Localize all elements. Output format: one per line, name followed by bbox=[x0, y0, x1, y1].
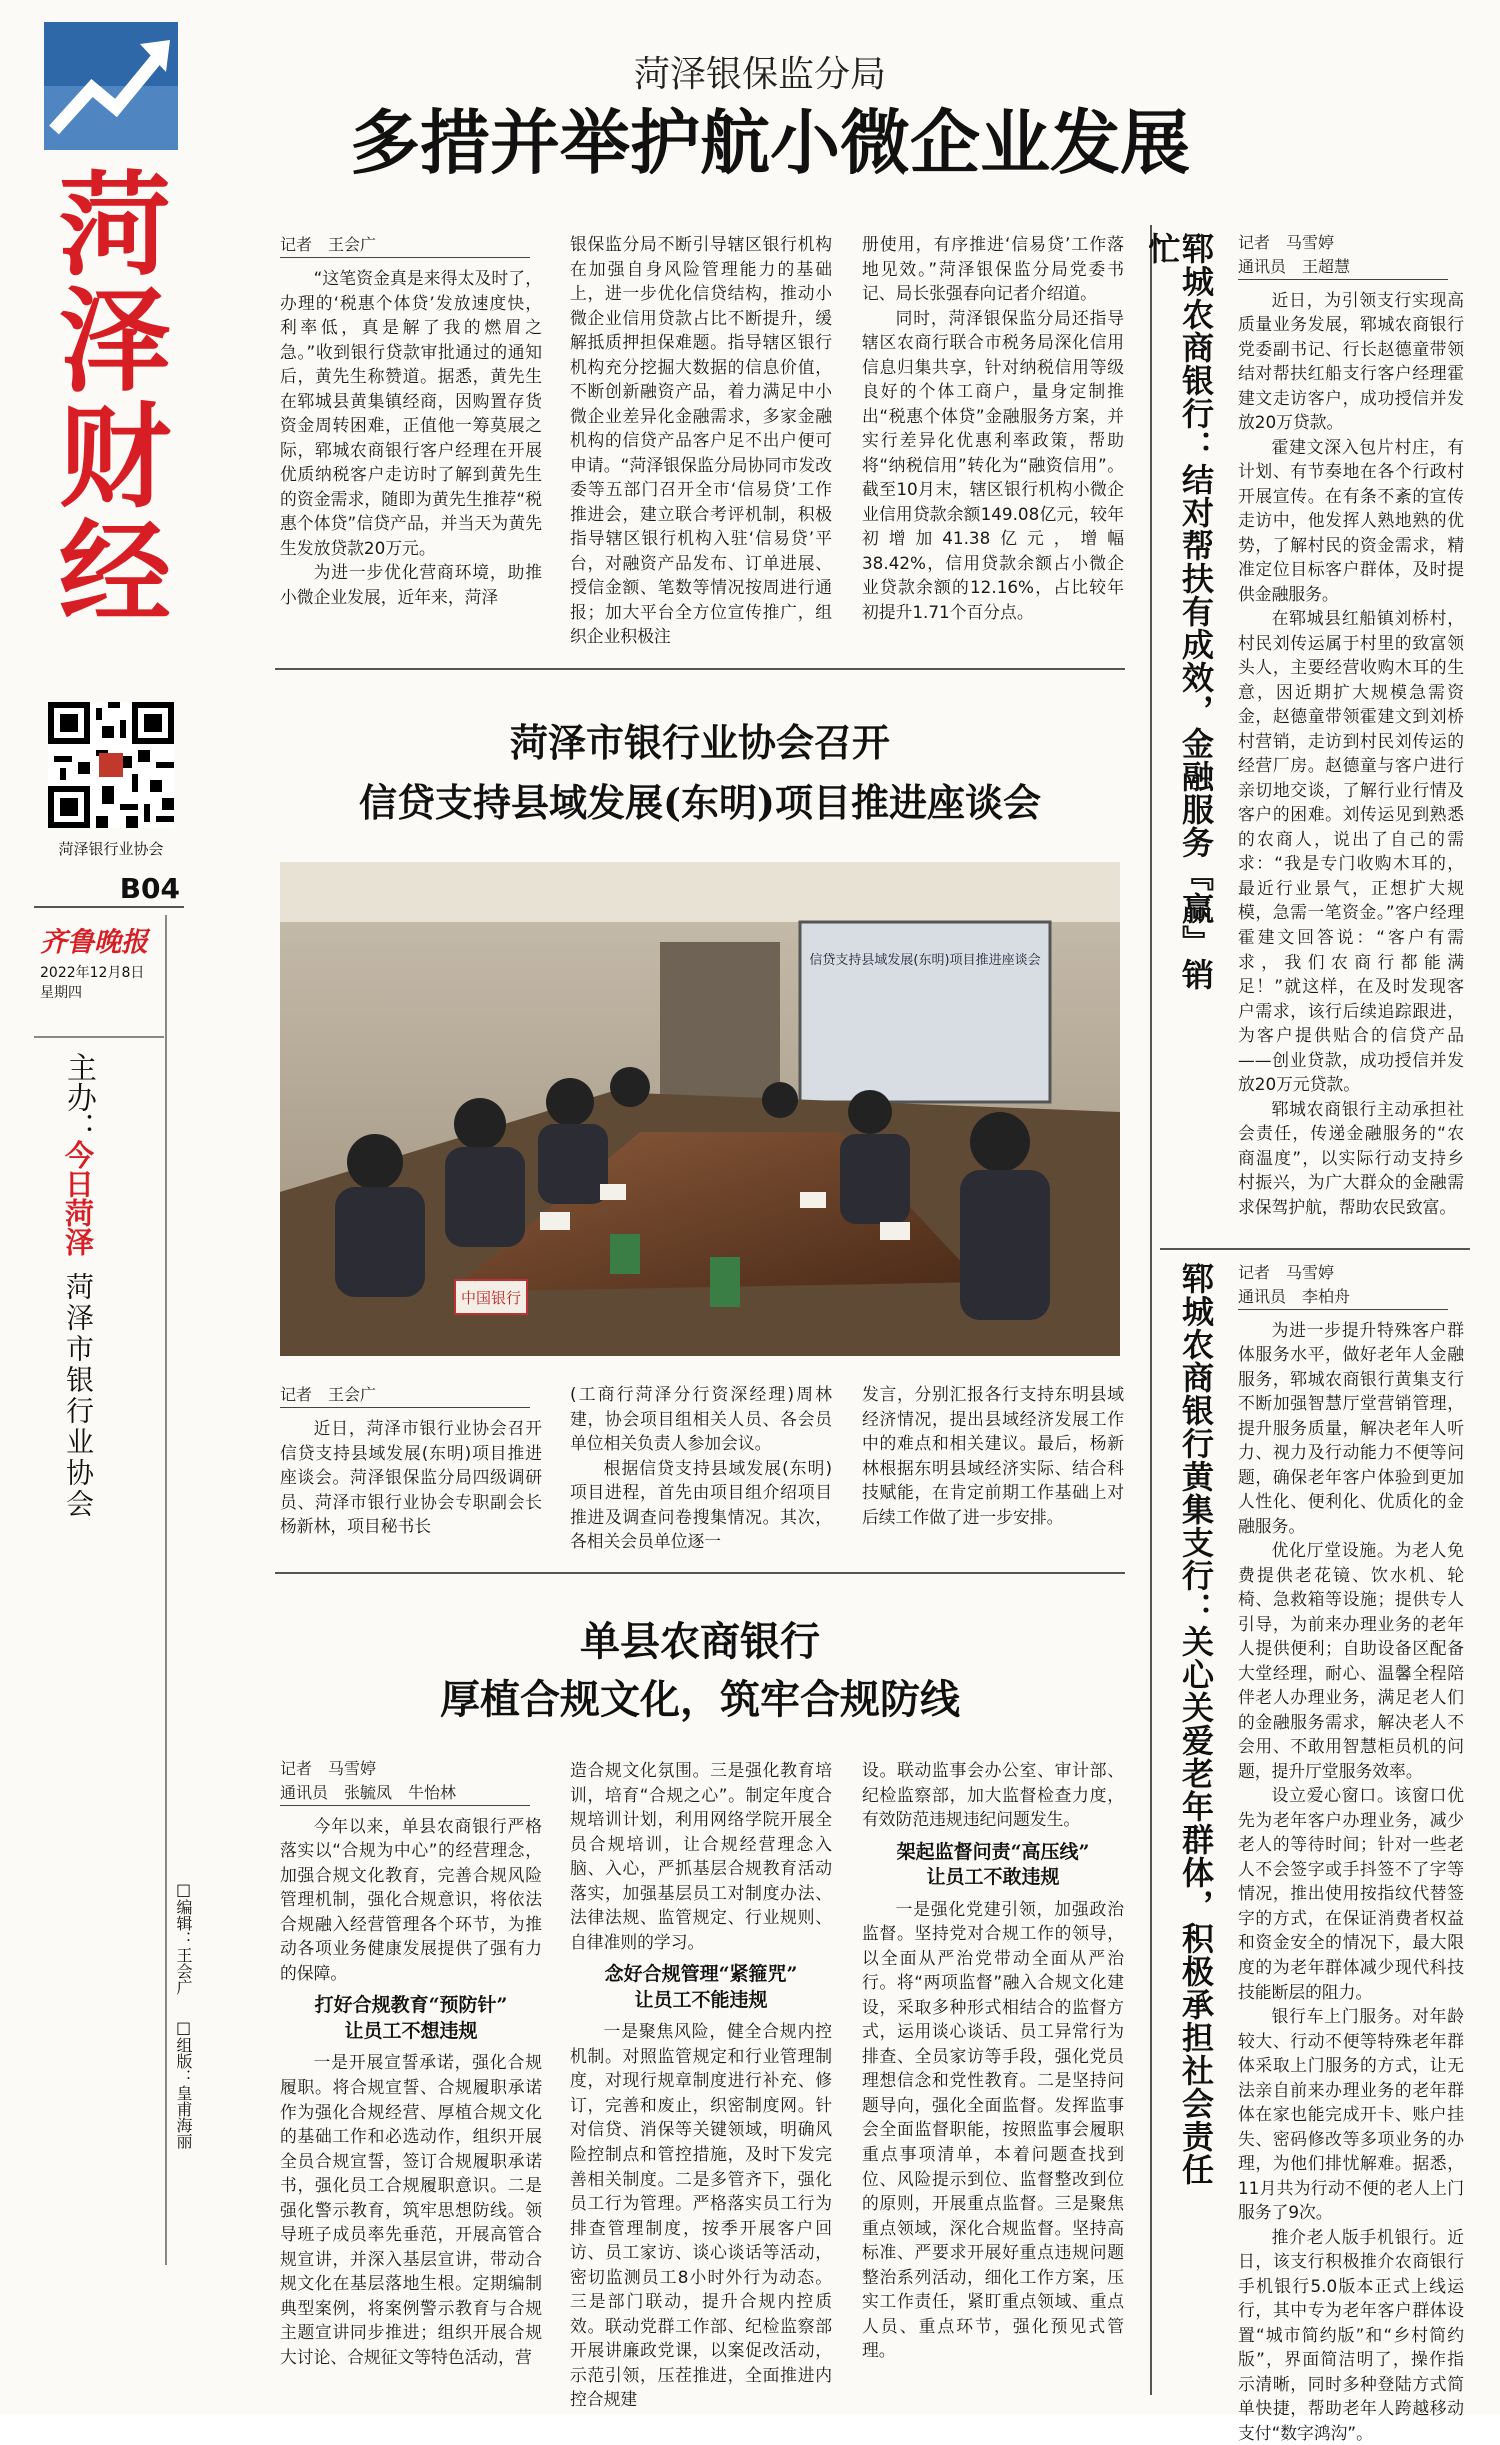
a2-title-1: 菏泽市银行业协会召开 bbox=[509, 720, 890, 765]
a2-c3-p1: 发言，分别汇报各行支持东明县域经济情况，提出县域经济发展工作中的难点和相关建议。最后，杨新林根据东明县域经济实际、结合科技赋能，在肯定前期工作基础上对后续工作做了进一步安排。 bbox=[862, 1384, 1124, 1527]
a2-c1-p1: 近日，菏泽市银行业协会召开信贷支持县域发展(东明)项目推进座谈会。菏泽银保监分局四级调研员、菏泽市银行业协会专职副会长杨新林，项目秘书长 bbox=[280, 1418, 542, 1537]
a1-column-1 bbox=[280, 232, 542, 652]
a3-c1-p2: 一是开展宣誓承诺，强化合规履职。将合规宣誓、合规履职承诺作为强化合规经营、厚植合规文化的基础工作和必选动作，组织开展全员合规宣誓，签订合规履职承诺书，强化员工合规履职意识。二是强化警示教育，筑牢思想防线。领导班子成员率先垂范，开展高管合规宣讲，并深入基层宣讲，带动合规文化在基层落地生根。定期编制典型案例，将案例警示教育与合规主题宣讲同步推进；组织开展合规大讨论、合规征文等特色活动，营 bbox=[280, 2052, 542, 2367]
photo-screen-banner: 信贷支持县域发展(东明)项目推进座谈会 bbox=[809, 953, 1041, 968]
a1-c1-p2: 为进一步优化营商环境，助推小微企业发展，近年来，菏泽 bbox=[280, 562, 542, 607]
a1-title: 多措并举护航小微企业发展 bbox=[350, 101, 1190, 184]
a1-c3-p1: 册使用，有序推进‘信易贷’工作落地见效。”菏泽银保监分局党委书记、局长张强春向记者介绍道。 bbox=[862, 234, 1124, 304]
a2-title-2: 信贷支持县域发展(东明)项目推进座谈会 bbox=[359, 780, 1041, 825]
a3-c1-p1: 今年以来，单县农商银行严格落实以“合规为中心”的经营理念，加强合规文化教育，完善合规风险管理机制，强化合规意识，将依法合规融入经营管理各个环节，为推动各项业务健康发展提供了强有力的保障。 bbox=[280, 1815, 542, 1983]
issue-weekday: 星期四 bbox=[40, 985, 82, 1001]
a1-column-2 bbox=[570, 232, 832, 652]
a5-reporter: 记者 马雪婷 bbox=[1238, 1263, 1335, 1282]
a5-p3: 设立爱心窗口。该窗口优先为老年客户办理业务，减少老人的等待时间；针对一些老人不会签字或手抖签不了字等情况，推出使用按指纹代替签字的方式，在保证消费者权益和资金安全的情况下，最大限度的为老年群体减少现代科技技能断层的阻力。 bbox=[1238, 1785, 1464, 2002]
host-logo: 今日菏泽 bbox=[61, 1140, 95, 1256]
a2-c2-p2: 根据信贷支持县域发展(东明)项目进程，首先由项目组介绍项目推进及调查问卷搜集情况。其次，各相关会员单位逐一 bbox=[570, 1457, 832, 1552]
a1-column-3 bbox=[862, 232, 1124, 652]
trend-arrow-logo-icon bbox=[44, 22, 178, 150]
a1-reporter: 记者 王会广 bbox=[280, 232, 530, 258]
right-column-rule bbox=[1150, 225, 1152, 2395]
a5-title: 郓城农商银行黄集支行：关心关爱老年群体，积极承担社会责任 bbox=[1177, 1262, 1215, 2186]
a3-subhead-2: 念好合规管理“紧箍咒” 让员工不能违规 bbox=[604, 1963, 798, 2011]
sponsor-caption: 菏泽银行业协会 bbox=[58, 840, 164, 858]
host-label: 主办： bbox=[61, 1052, 96, 1142]
a4-p1: 近日，为引领支行实现高质量业务发展，郓城农商银行党委副书记、行长赵德童带领结对帮扶红船支行客户经理霍建文走访客户，成功授信并发放20万贷款。 bbox=[1238, 289, 1464, 433]
a3-column-3 bbox=[862, 1758, 1124, 2398]
logo-box bbox=[44, 22, 178, 150]
right-column-divider bbox=[1160, 1248, 1470, 1250]
paper-name: 齐鲁晚报 bbox=[40, 927, 148, 958]
page-number: B04 bbox=[119, 872, 180, 905]
masthead-divider bbox=[34, 906, 184, 908]
a4-reporter: 记者 马雪婷 bbox=[1238, 233, 1335, 252]
a3-title-1: 单县农商银行 bbox=[580, 1618, 820, 1665]
a4-p4: 郓城农商银行主动承担社会责任，传递金融服务的“农商温度”，以实际行动支持乡村振兴，为广大群众的金融需求保驾护航，帮助农民致富。 bbox=[1238, 1098, 1464, 1217]
a5-p1: 为进一步提升特殊客户群体服务水平，做好老年人金融服务，郓城农商银行黄集支行不断加强智慧厅堂营销管理，提升服务质量，解决老年人听力、视力及行动能力不便等问题，确保老年客户体验到更加人性化、便利化、优质化的金融服务。 bbox=[1238, 1319, 1464, 1536]
photo-nameplate: 中国银行 bbox=[460, 1289, 522, 1307]
editor-credit: □编辑：王会广 bbox=[174, 1880, 193, 1995]
masthead-vertical-rule bbox=[165, 915, 167, 2265]
a3-c3-p2: 一是强化党建引领，加强政治监督。坚持党对合规工作的领导，以全面从严治党带动全面从严治行。将“两项监督”融入合规文化建设，采取多种形式相结合的监督方式，运用谈心谈话、员工异常行为排查、全员家访等手段，强化党员理想信念和党性教育。二是坚持问题导向，强化全面监督。发挥监事会全面监督职能，按照监事会履职重点事项清单，本着问题查找到位、风险提示到位、监督整改到位的原则，开展重点监督。三是聚焦重点领域，深化合规监督。坚持高标准、严要求开展好重点违规问题整治系列活动，细化工作方案，压实工作责任，紧盯重点领域、重点人员、重点环节，强化预见式管理。 bbox=[862, 1898, 1124, 2361]
masthead-divider-2 bbox=[34, 1036, 164, 1038]
a3-c3-p1: 设。联动监事会办公室、审计部、纪检监察部，加大监督检查力度，有效防范违规违纪问题发生。 bbox=[862, 1760, 1124, 1830]
a2-reporter: 记者 王会广 bbox=[280, 1382, 530, 1408]
a3-correspondent: 通讯员 张毓凤 牛怡林 bbox=[280, 1780, 530, 1806]
a3-column-1 bbox=[280, 1758, 542, 2398]
a3-c2-p1: 造合规文化氛围。三是强化教育培训，培育“合规之心”。制定年度合规培训计划，利用网络学院开展全员合规培训，让合规经营理念入脑、入心，严抓基层合规教育活动落实，加强基层员工对制度办法、法律法规、监管规定、行业规则、自律准则的学习。 bbox=[570, 1760, 832, 1952]
a4-p3: 在郓城县红船镇刘桥村，村民刘传运属于村里的致富领头人，主要经营收购木耳的生意，因近期扩大规模急需资金，赵德童带领霍建文到刘桥村营销，走访到村民刘传运的经营厂房。赵德童与客户进行亲切地交谈，了解行业行情及客户的困难。刘传运见到熟悉的农商人，说出了自己的需求：“我是专门收购木耳的，最近行业景气，正想扩大规模，急需一笔资金。”客户经理霍建文回答说：“客户有需求，我们农商行都能满足！”就这样，在及时发现客户需求，该行后续追踪跟进，为客户提供贴合的信贷产品——创业贷款，成功授信并发放20万元贷款。 bbox=[1238, 608, 1464, 1095]
a1-c2-p1: 银保监分局不断引导辖区银行机构在加强自身风险管理能力的基础上，进一步优化信贷结构，推动小微企业信用贷款占比不断提升，缓解抵质押担保难题。指导辖区银行机构充分挖掘大数据的信息价值，不断创新融资产品，着力满足中小微企业差异化金融需求，多家金融机构的信贷产品客户足不出户便可申请。“菏泽银保监分局协同市发改委等五部门召开全市‘信易贷’工作推进会，建立联合考评机制，积极指导辖区银行机构入驻‘信易贷’平台，对融资产品发布、订单进展、授信金额、笔数等情况按周进行通报；加大平台全方位宣传推广，组织企业积极注 bbox=[570, 234, 832, 647]
a1-bottom-rule bbox=[275, 668, 1125, 670]
a3-reporter: 记者 马雪婷 bbox=[280, 1759, 377, 1778]
a4-body bbox=[1238, 232, 1464, 1232]
a3-subhead-3: 架起监督问责“高压线” 让员工不敢违规 bbox=[896, 1840, 1090, 1889]
a5-body bbox=[1238, 1262, 1464, 2443]
a1-c3-p2: 同时，菏泽银保监分局还指导辖区农商行联合市税务局深化信用信息归集共享，针对纳税信用等级良好的个体工商户，量身定制推出“税惠个体贷”金融服务方案，并实行差异化优惠利率政策，帮助将“纳税信用”转化为“融资信用”。截至10月末，辖区银行机构小微企业信用贷款余额149.08亿元，较年初增加41.38亿元，增幅38.42%，信用贷款余额占小微企业贷款余额的12.16%，占比较年初提升1.71个百分点。 bbox=[862, 307, 1124, 622]
a2-c2-p1: (工商行菏泽分行资深经理)周林建，协会项目组相关人员、各会员单位相关负责人参加会议。 bbox=[570, 1384, 832, 1454]
a5-p2: 优化厅堂设施。为老人免费提供老花镜、饮水机、轮椅、急救箱等设施；提供专人引导，为前来办理业务的老年人提供便利；自助设备区配备大堂经理，耐心、温馨全程陪伴老人办理业务，满足老人们的金融服务需求，解决老人不会用、不敢用智慧柜员机的问题，提升厅堂服务效率。 bbox=[1238, 1540, 1464, 1781]
a2-photo bbox=[280, 862, 1120, 1356]
a2-column-2 bbox=[570, 1382, 832, 1560]
a2-column-3 bbox=[862, 1382, 1124, 1560]
a3-column-2 bbox=[570, 1758, 832, 2410]
a3-title-2: 厚植合规文化，筑牢合规防线 bbox=[440, 1676, 960, 1723]
a3-subhead-1: 打好合规教育“预防针” 让员工不想违规 bbox=[314, 1994, 508, 2042]
meeting-photo bbox=[280, 862, 1120, 1356]
a2-bottom-rule bbox=[275, 1572, 1125, 1574]
qr-code-icon bbox=[48, 702, 174, 828]
a4-title: 郓城农商银行：结对帮扶有成效，金融服务『赢』销忙 bbox=[1143, 232, 1215, 991]
a1-c1-p1: “这笔资金真是来得太及时了，办理的‘税惠个体贷’发放速度快，利率低，真是解了我的燃眉之急。”收到银行贷款审批通过的通知后，黄先生称赞道。据悉，黄先生在郓城县黄集镇经商，因购置存货资金周转困难，正值他一筹莫展之际，郓城农商银行客户经理在开展优质纳税客户走访时了解到黄先生的资金需求，随即为黄先生推荐“税惠个体贷”信贷产品，并当天为黄先生发放贷款20万元。 bbox=[280, 268, 542, 558]
brand-title: 菏泽财经 bbox=[59, 160, 171, 639]
issue-date: 2022年12月8日 bbox=[40, 965, 145, 981]
a5-p4: 银行车上门服务。对年龄较大、行动不便等特殊老年群体采取上门服务的方式，让无法亲自前来办理业务的老年群体在家也能完成开卡、账户挂失、密码修改等多项业务的办理，为他们排忧解难。据悉，11月共为行动不便的老人上门服务了9次。 bbox=[1238, 2006, 1464, 2223]
a4-p2: 霍建文深入包片村庄，有计划、有节奏地在各个行政村开展宣传。在有条不紊的宣传走访中，他发挥人熟地熟的优势，了解村民的资金需求，精准定位目标客户群体，及时提供金融服务。 bbox=[1238, 436, 1464, 604]
a1-kicker: 菏泽银保监分局 bbox=[633, 54, 886, 95]
a4-correspondent: 通讯员 王超慧 bbox=[1238, 254, 1448, 280]
host-org: 菏泽市银行业协会 bbox=[62, 1272, 95, 1520]
a3-c2-p2: 一是聚焦风险，健全合规内控机制。对照监管规定和行业管理制度，对现行规章制度进行补充、修订，完善和废止，织密制度网。针对信贷、消保等关键领域，明确风险控制点和管控措施，及时下发完善相关制度。二是多管齐下，强化员工行为管理。严格落实员工行为排查管理制度，按季开展客户回访、员工家访、谈心谈话等活动，密切监测员工8小时外行为动态。三是部门联动，提升合规内控质效。联动党群工作部、纪检监察部开展讲廉政党课，以案促改活动，示范引领，压茬推进，全面推进内控合规建 bbox=[570, 2021, 832, 2410]
designer-credit: □组版：皇甫海丽 bbox=[174, 2018, 193, 2149]
a5-p5: 推介老人版手机银行。近日，该支行积极推介农商银行手机银行5.0版本正式上线运行，其中专为老年客户群体设置“城市简约版”和“乡村简约版”，界面简洁明了，操作指示清晰，同时多种登陆方式简单快捷，帮助老年人跨越移动支付“数字鸿沟”。 bbox=[1238, 2226, 1464, 2443]
qr-code bbox=[48, 702, 174, 828]
a5-correspondent: 通讯员 李柏舟 bbox=[1238, 1284, 1448, 1310]
a2-column-1 bbox=[280, 1382, 542, 1560]
